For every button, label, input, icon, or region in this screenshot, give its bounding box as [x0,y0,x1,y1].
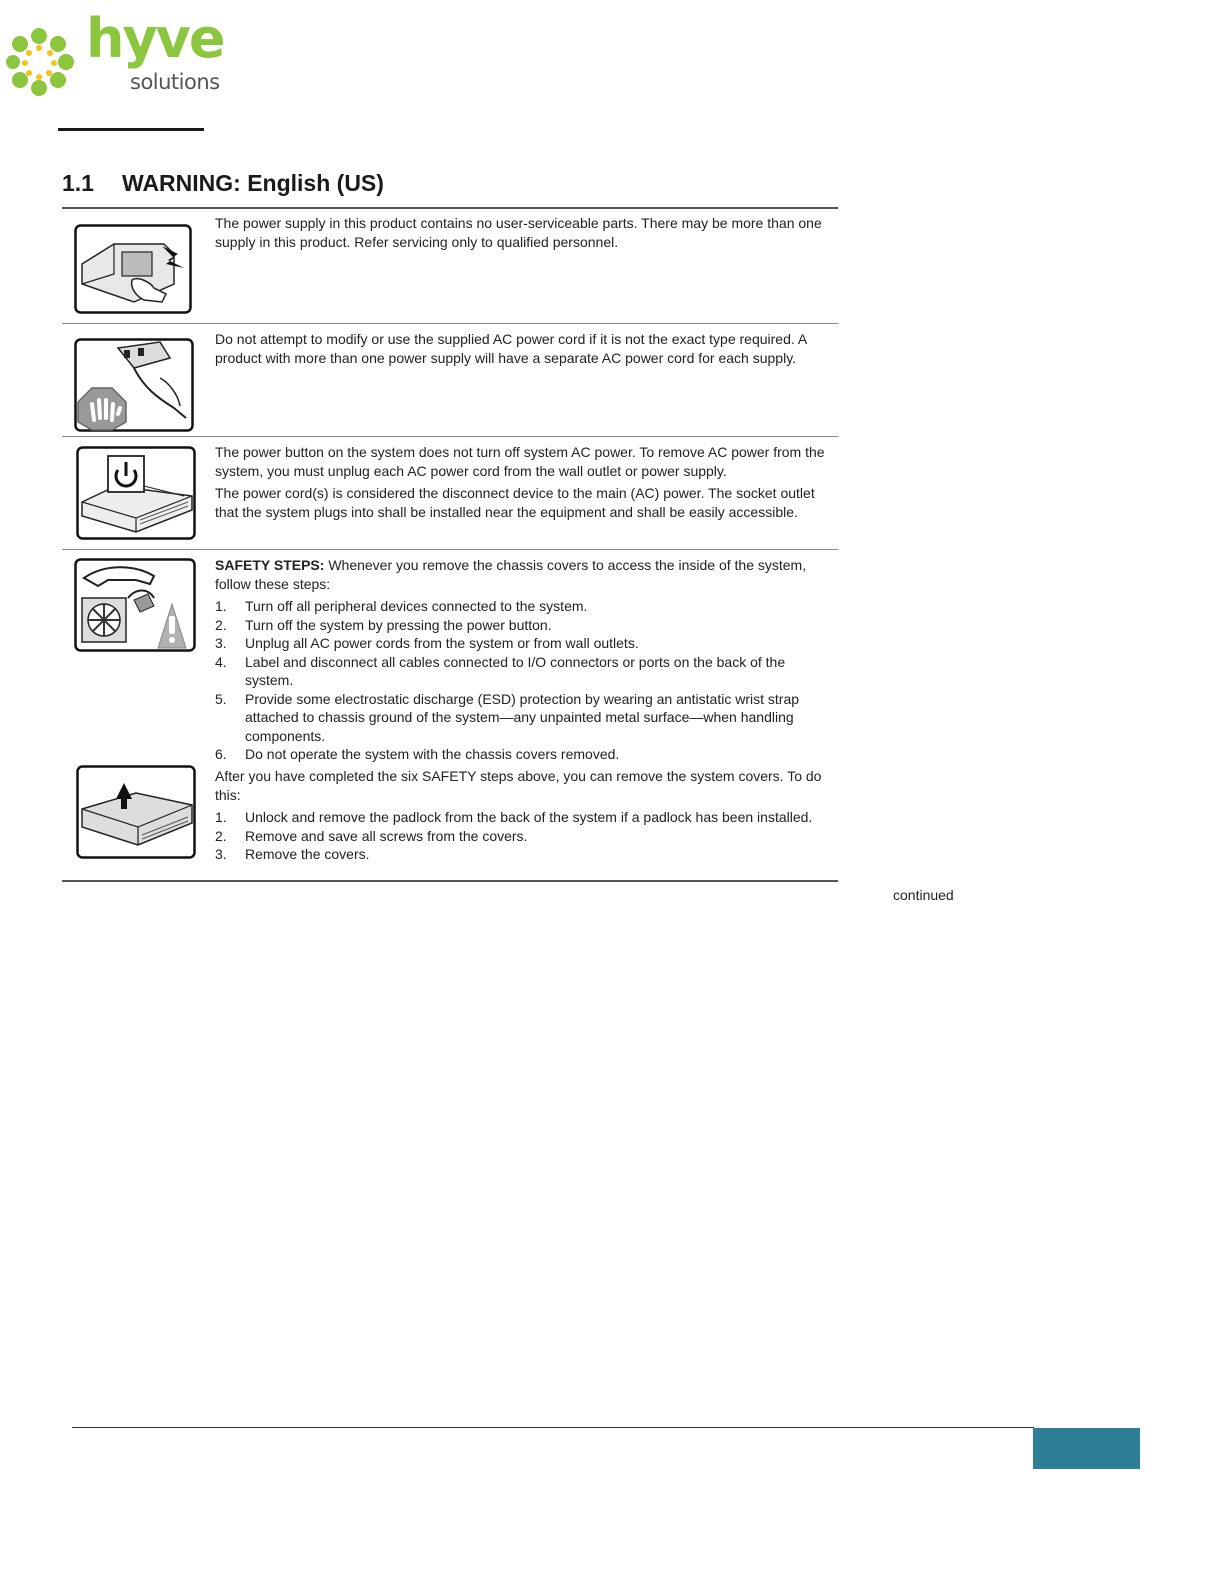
table-top-rule [62,207,838,209]
list-item: 4. Label and disconnect all cables connected to I/O connectors or ports on the back of the system. [215,653,786,688]
power-supply-hazard-icon [74,224,192,314]
list-item: 2. Turn off the system by pressing the power button. [215,616,552,633]
list-item: 3. Remove the covers. [215,846,370,862]
list-item: 2. Remove and save all screws from the covers. [215,827,528,844]
safety-steps-lead: SAFETY STEPS: [215,557,325,573]
safety-steps-icon [74,558,196,652]
section-number: 1.1 [62,170,94,196]
safety-steps-intro [215,556,827,593]
header-rule [58,128,204,131]
list-item: 3. Unplug all AC power cords from the system or from wall outlets. [215,635,639,651]
row-divider [62,323,838,324]
warning-text-power-button [215,443,827,525]
power-button-server-icon [76,446,196,540]
warning-text-power-cord [215,330,827,371]
footer-rule [72,1427,1034,1428]
list-item: 1. Unlock and remove the padlock from the back of the system if a padlock has been installed. [215,809,813,825]
remove-cover-icon [76,765,196,859]
remove-covers-list [215,808,827,864]
warning-text-remove-covers [215,767,827,864]
hyve-flower-icon [6,26,82,102]
brand-name: hyve [86,7,224,70]
warning-paragraph: The power cord(s) is considered the disconnect device to the main (AC) power. The socket outlet that the system plugs into shall be installed near the equipment and shall be easily accessible. [215,485,815,520]
list-item: 5. Provide some electrostatic discharge (ESD) protection by wearing an antistatic wrist strap attached to chassis ground of the system—any unpainted metal surface—when handling components. [215,690,800,744]
warning-paragraph: The power supply in this product contains no user-serviceable parts. There may be more than one supply in this product. Refer servicing only to qualified personnel. [215,215,822,250]
continued-label: continued [893,887,954,903]
ac-power-cord-stop-icon [74,338,194,432]
row-divider [62,549,838,550]
row-divider [62,436,838,437]
remove-covers-intro: After you have completed the six SAFETY steps above, you can remove the system covers. To do this: [215,768,822,803]
footer-page-tab [1033,1428,1140,1469]
section-title [62,170,384,197]
safety-steps-list [215,597,827,764]
brand-tagline: solutions [130,70,220,94]
brand-logo [6,7,224,102]
warning-text-power-supply [215,214,827,255]
safety-steps-intro-text: Whenever you remove the chassis covers to access the inside of the system, follow these steps: [215,557,807,592]
warning-text-safety-steps [215,556,827,764]
table-bottom-rule [62,880,838,882]
warning-paragraph: Do not attempt to modify or use the supplied AC power cord if it is not the exact type required. A product with more than one power supply will have a separate AC power cord for each supply. [215,331,807,366]
list-item: 6. Do not operate the system with the chassis covers removed. [215,746,620,762]
list-item: 1. Turn off all peripheral devices connected to the system. [215,598,588,614]
warning-paragraph: The power button on the system does not turn off system AC power. To remove AC power from the system, you must unplug each AC power cord from the wall outlet or power supply. [215,444,825,479]
section-heading: WARNING: English (US) [122,170,384,196]
